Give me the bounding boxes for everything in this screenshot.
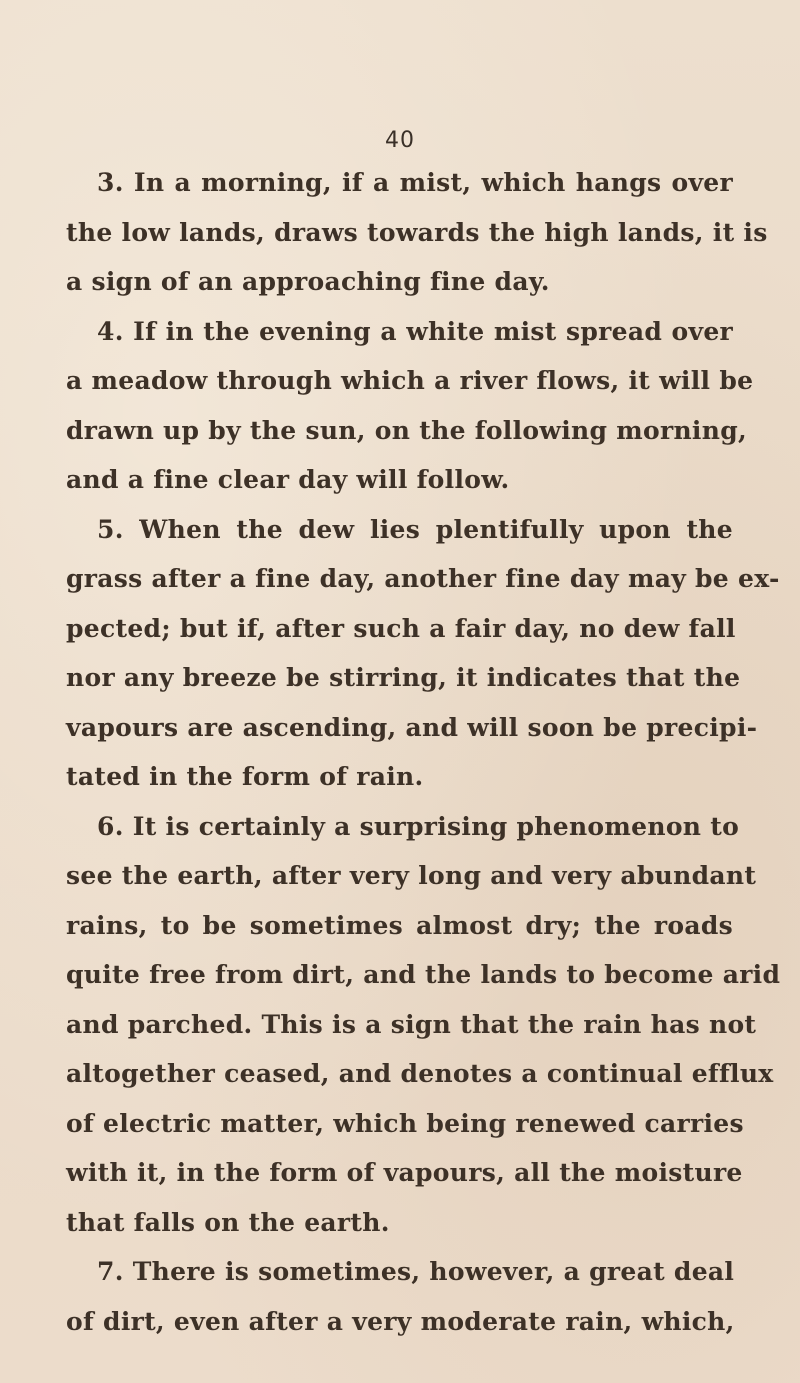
- text-line: nor any breeze be stirring, it indicates that the: [66, 663, 741, 692]
- page-number: 40: [385, 128, 415, 153]
- text-line: see the earth, after very long and very abundant: [66, 861, 757, 890]
- text-line: with it, in the form of vapours, all the moisture: [66, 1158, 743, 1187]
- text-line: of electric matter, which being renewed carries: [66, 1108, 744, 1138]
- text-line: 4. If in the evening a white mist spread over: [97, 316, 733, 346]
- text-line: 3. In a morning, if a mist, which hangs over: [97, 168, 733, 197]
- text-line: and a fine clear day will follow.: [66, 465, 510, 494]
- text-line: a meadow through which a river flows, it will be: [66, 366, 754, 395]
- text-line: 7. There is sometimes, however, a great deal: [97, 1257, 735, 1286]
- text-line: that falls on the earth.: [66, 1207, 390, 1237]
- text-line: rains, to be sometimes almost dry; the roads: [66, 910, 733, 940]
- text-line: the low lands, draws towards the high lands, it is: [66, 217, 768, 247]
- text-line: of dirt, even after a very moderate rain, which,: [66, 1306, 735, 1336]
- text-line: 6. It is certainly a surprising phenomenon to: [97, 811, 740, 841]
- text-line: and parched. This is a sign that the rain has not: [66, 1009, 757, 1039]
- text-line: pected; but if, after such a fair day, no dew fall: [66, 613, 736, 643]
- text-line: vapours are ascending, and will soon be precipi-: [66, 712, 758, 742]
- text-line: tated in the form of rain.: [66, 762, 424, 791]
- text-line: a sign of an approaching fine day.: [66, 267, 550, 296]
- text-line: altogether ceased, and denotes a continual efflux: [66, 1059, 774, 1088]
- text-line: drawn up by the sun, on the following morning,: [66, 415, 747, 445]
- text-line: quite free from dirt, and the lands to become arid: [66, 960, 781, 989]
- text-line: 5. When the dew lies plentifully upon the: [97, 514, 733, 544]
- text-line: grass after a fine day, another fine day may be ex-: [66, 564, 780, 593]
